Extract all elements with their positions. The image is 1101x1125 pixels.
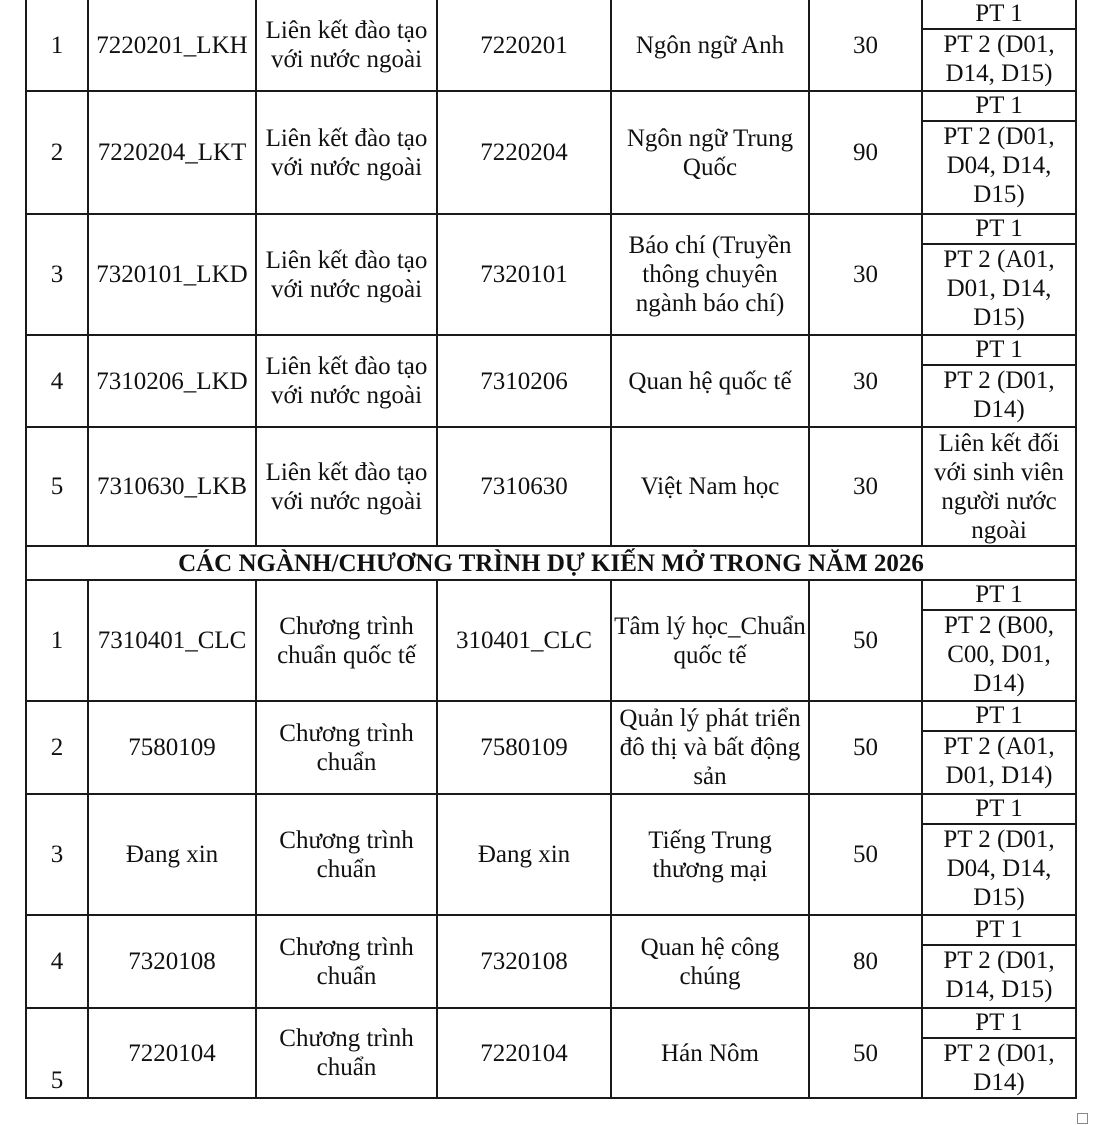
method-pt2: PT 2 (A01, D01, D14, D15) [943, 246, 1055, 331]
stt-cell: 4 [26, 915, 88, 1008]
major-name-cell: Quan hệ quốc tế [611, 335, 809, 427]
stt-cell: 4 [26, 335, 88, 427]
stt-cell: 5 [26, 1008, 88, 1098]
program-code-cell: 7320108 [88, 915, 256, 1008]
program-type-cell: Chương trình chuẩn quốc tế [256, 580, 437, 701]
method-pt1: PT 1 [923, 336, 1075, 366]
table-row [26, 214, 1076, 335]
major-code-cell: 7310206 [437, 335, 611, 427]
method-cell [922, 1008, 1076, 1098]
major-name-cell: Tiếng Trung thương mại [611, 794, 809, 915]
quota-cell: 30 [809, 427, 922, 546]
method-pt1: PT 1 [923, 92, 1075, 122]
major-code-cell: Đang xin [437, 794, 611, 915]
major-code-cell: 310401_CLC [437, 580, 611, 701]
method-cell [922, 335, 1076, 427]
method-pt1: PT 1 [923, 0, 1075, 30]
method-pt1: PT 1 [923, 916, 1075, 946]
major-code-cell: 7220104 [437, 1008, 611, 1098]
method-pt2: PT 2 (D01, D14) [943, 367, 1055, 423]
stt-cell: 3 [26, 214, 88, 335]
method-pt2: PT 2 (D01, D04, D14, D15) [943, 123, 1055, 208]
table-row [26, 1008, 1076, 1098]
major-name-cell: Hán Nôm [611, 1008, 809, 1098]
major-name-cell: Ngôn ngữ Anh [611, 0, 809, 91]
method-pt1: PT 1 [923, 1009, 1075, 1039]
stt-cell: 1 [26, 580, 88, 701]
stt-cell: 5 [26, 427, 88, 546]
method-cell [922, 794, 1076, 915]
table-row [26, 580, 1076, 701]
method-cell [922, 701, 1076, 794]
stt-cell: 1 [26, 0, 88, 91]
program-code-cell: 7310401_CLC [88, 580, 256, 701]
quota-cell: 30 [809, 335, 922, 427]
quota-cell: 50 [809, 580, 922, 701]
major-code-cell: 7580109 [437, 701, 611, 794]
method-cell: Liên kết đối với sinh viên người nước ngoài [922, 427, 1076, 546]
major-code-cell: 7320108 [437, 915, 611, 1008]
program-code-cell: 7220104 [88, 1008, 256, 1098]
program-code-cell: Đang xin [88, 794, 256, 915]
major-code-cell: 7220201 [437, 0, 611, 91]
major-name-cell: Quan hệ công chúng [611, 915, 809, 1008]
program-type-cell: Liên kết đào tạo với nước ngoài [256, 427, 437, 546]
quota-cell: 50 [809, 701, 922, 794]
program-code-cell: 7310206_LKD [88, 335, 256, 427]
quota-cell: 50 [809, 794, 922, 915]
program-type-cell: Liên kết đào tạo với nước ngoài [256, 91, 437, 214]
method-cell [922, 580, 1076, 701]
section-title: CÁC NGÀNH/CHƯƠNG TRÌNH DỰ KIẾN MỞ TRONG NĂM 2026 [26, 546, 1076, 580]
method-pt1: PT 1 [923, 581, 1075, 611]
program-type-cell: Liên kết đào tạo với nước ngoài [256, 335, 437, 427]
method-pt2: PT 2 (D01, D14, D15) [943, 947, 1055, 1003]
major-code-cell: 7310630 [437, 427, 611, 546]
method-cell [922, 91, 1076, 214]
method-pt1: PT 1 [923, 702, 1075, 732]
major-name-cell: Tâm lý học_Chuẩn quốc tế [611, 580, 809, 701]
program-type-cell: Chương trình chuẩn [256, 794, 437, 915]
program-code-cell: 7580109 [88, 701, 256, 794]
method-pt1: PT 1 [923, 215, 1075, 245]
stt-cell: 2 [26, 701, 88, 794]
paragraph-mark-icon [1077, 1113, 1088, 1124]
program-type-cell: Liên kết đào tạo với nước ngoài [256, 0, 437, 91]
stt-cell: 2 [26, 91, 88, 214]
major-name-cell: Quản lý phát triển đô thị và bất động sản [611, 701, 809, 794]
program-code-cell: 7220201_LKH [88, 0, 256, 91]
quota-cell: 30 [809, 214, 922, 335]
method-cell [922, 915, 1076, 1008]
table-row [26, 91, 1076, 214]
program-type-cell: Chương trình chuẩn [256, 1008, 437, 1098]
major-code-cell: 7320101 [437, 214, 611, 335]
method-pt2: PT 2 (D01, D14) [943, 1040, 1055, 1096]
table-row [26, 794, 1076, 915]
program-type-cell: Chương trình chuẩn [256, 701, 437, 794]
method-pt2: PT 2 (A01, D01, D14) [943, 733, 1055, 789]
method-cell [922, 0, 1076, 91]
program-type-cell: Liên kết đào tạo với nước ngoài [256, 214, 437, 335]
stt-cell: 3 [26, 794, 88, 915]
major-code-cell: 7220204 [437, 91, 611, 214]
method-pt1: PT 1 [923, 795, 1075, 825]
quota-cell: 50 [809, 1008, 922, 1098]
method-cell [922, 214, 1076, 335]
section-header-row [26, 546, 1076, 580]
major-name-cell: Báo chí (Truyền thông chuyên ngành báo chí) [611, 214, 809, 335]
table-row [26, 701, 1076, 794]
quota-cell: 30 [809, 0, 922, 91]
program-code-cell: 7310630_LKB [88, 427, 256, 546]
method-pt2: PT 2 (D01, D14, D15) [943, 31, 1055, 87]
admissions-table [25, 0, 1077, 1099]
major-name-cell: Việt Nam học [611, 427, 809, 546]
quota-cell: 90 [809, 91, 922, 214]
major-name-cell: Ngôn ngữ Trung Quốc [611, 91, 809, 214]
table-row [26, 0, 1076, 91]
quota-cell: 80 [809, 915, 922, 1008]
table-row [26, 335, 1076, 427]
program-code-cell: 7220204_LKT [88, 91, 256, 214]
program-type-cell: Chương trình chuẩn [256, 915, 437, 1008]
table-row [26, 915, 1076, 1008]
method-pt2: PT 2 (B00, C00, D01, D14) [944, 612, 1054, 697]
table-row [26, 427, 1076, 546]
program-code-cell: 7320101_LKD [88, 214, 256, 335]
method-pt2: PT 2 (D01, D04, D14, D15) [943, 826, 1055, 911]
